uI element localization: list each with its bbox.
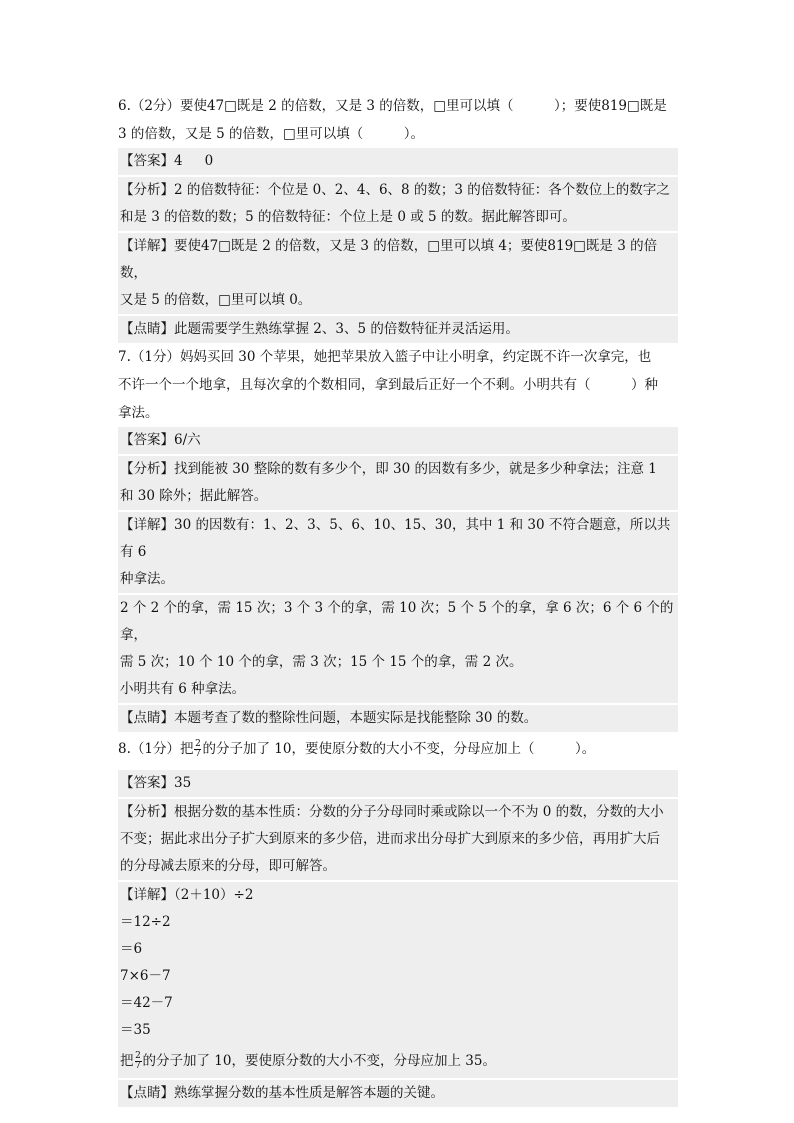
answer-block (118, 427, 678, 454)
question-6-line-2: 3 的倍数，又是 5 的倍数，□里可以填（ ）。 (118, 126, 425, 142)
fraction-two-sevenths (194, 740, 201, 759)
question-6-line-1: 6.（2分）要使47□既是 2 的倍数，又是 3 的倍数，□里可以填（ ）；要使819□既是 (118, 98, 667, 114)
answer-tag: 【答案】 (120, 775, 174, 791)
fraction-denominator: 7 (135, 1061, 141, 1071)
detail-tag: 【详解】 (120, 238, 174, 254)
comment-block (118, 316, 678, 343)
analysis-text: 和 30 除外；据此解答。 (120, 488, 268, 504)
detail-step: ＝42－7 (120, 995, 173, 1011)
question-7-line-2: 不许一个一个地拿，且每次拿的个数相同，拿到最后正好一个不剩。小明共有（ ）种 (118, 377, 658, 393)
answer-value: 35 (174, 775, 192, 791)
comment-block (118, 705, 678, 732)
analysis-block (118, 177, 678, 231)
fraction-denominator: 7 (195, 749, 201, 759)
question-7-line-1: 7.（1分）妈妈买回 30 个苹果，她把苹果放入篮子中让小明拿，约定既不许一次拿完，也 (118, 349, 652, 365)
detail-conclusion-suffix: 的分子加了 10，要使原分数的大小不变，分母应加上 35。 (142, 1053, 496, 1069)
analysis-text: 找到能被 30 整除的数有多少个，即 30 的因数有多少，就是多少种拿法；注意 1 (174, 461, 657, 477)
detail-text: 要使47□既是 2 的倍数，又是 3 的倍数，□里可以填 4；要使819□既是 3 的倍数， (120, 238, 658, 281)
answer-value-a: 4 (174, 153, 183, 169)
detail-step: ＝12÷2 (120, 914, 171, 930)
detail-text: 需 5 次；10 个 10 个的拿，需 3 次；15 个 15 个的拿，需 2 次。 (120, 654, 523, 670)
detail-block (118, 233, 678, 314)
detail-conclusion-prefix: 把 (120, 1053, 134, 1069)
answer-block (118, 770, 678, 797)
detail-conclusion: 小明共有 6 种拿法。 (120, 681, 246, 697)
comment-text: 熟练掌握分数的基本性质是解答本题的关键。 (174, 1085, 444, 1101)
analysis-text: 根据分数的基本性质：分数的分子分母同时乘或除以一个不为 0 的数，分数的大小 (174, 804, 664, 820)
detail-continued (118, 595, 678, 676)
comment-block (118, 1080, 678, 1107)
analysis-text: 不变；据此求出分子扩大到原来的多少倍，进而求出分母扩大到原来的多少倍，再用扩大后 (120, 831, 660, 847)
detail-text: 种拿法。 (120, 571, 174, 587)
fraction-numerator: 2 (135, 1051, 141, 1061)
question-7-solution (118, 427, 678, 732)
comment-tag: 【点睛】 (120, 1085, 174, 1101)
question-7-line-3: 拿法。 (118, 405, 159, 421)
detail-tag: 【详解】 (120, 517, 174, 533)
fraction-numerator: 2 (195, 739, 201, 749)
detail-text: （2＋10）÷2 (174, 887, 254, 903)
comment-tag: 【点睛】 (120, 710, 174, 726)
answer-tag: 【答案】 (120, 153, 174, 169)
detail-tag: 【详解】 (120, 887, 174, 903)
answer-value: 6/六 (174, 432, 201, 448)
answer-block (118, 148, 678, 175)
analysis-text: 的分母减去原来的分母，即可解答。 (120, 858, 336, 874)
detail-conclusion (118, 1044, 678, 1078)
analysis-tag: 【分析】 (120, 461, 174, 477)
fraction-two-sevenths (135, 1052, 142, 1071)
detail-step: ＝35 (120, 1022, 151, 1038)
answer-value-b: 0 (204, 153, 214, 169)
question-8-suffix: 的分子加了 10，要使原分数的大小不变，分母应加上（ ）。 (202, 741, 596, 757)
comment-text: 本题考查了数的整除性问题，本题实际是找能整除 30 的数。 (174, 710, 538, 726)
comment-text: 此题需要学生熟练掌握 2、3、5 的倍数特征并灵活运用。 (174, 321, 519, 337)
analysis-text: 和是 3 的倍数的数；5 的倍数特征：个位上是 0 或 5 的数。据此解答即可。 (120, 209, 576, 225)
question-8-line (118, 732, 678, 766)
detail-block (118, 882, 678, 909)
question-8-prefix: 8.（1分）把 (118, 741, 194, 757)
detail-step: ＝6 (120, 941, 143, 957)
analysis-block (118, 456, 678, 510)
answer-tag: 【答案】 (120, 432, 174, 448)
document-page (118, 92, 678, 1107)
analysis-tag: 【分析】 (120, 804, 174, 820)
comment-tag: 【点睛】 (120, 321, 174, 337)
analysis-tag: 【分析】 (120, 182, 174, 198)
detail-text: 2 个 2 个的拿，需 15 次；3 个 3 个的拿，需 10 次；5 个 5 个的拿，拿 6 次；6 个 6 个的拿， (120, 600, 674, 643)
detail-step: 7×6－7 (120, 968, 171, 984)
detail-text: 30 的因数有：1、2、3、5、6、10、15、30，其中 1 和 30 不符合题意，所以共有 6 (120, 517, 671, 560)
question-8-solution (118, 770, 678, 1107)
detail-text: 又是 5 的倍数，□里可以填 0。 (120, 292, 312, 308)
analysis-text: 2 的倍数特征：个位是 0、2、4、6、8 的数；3 的倍数特征：各个数位上的数字之 (174, 182, 670, 198)
analysis-block (118, 799, 678, 880)
detail-block (118, 512, 678, 593)
question-6-solution (118, 148, 678, 343)
